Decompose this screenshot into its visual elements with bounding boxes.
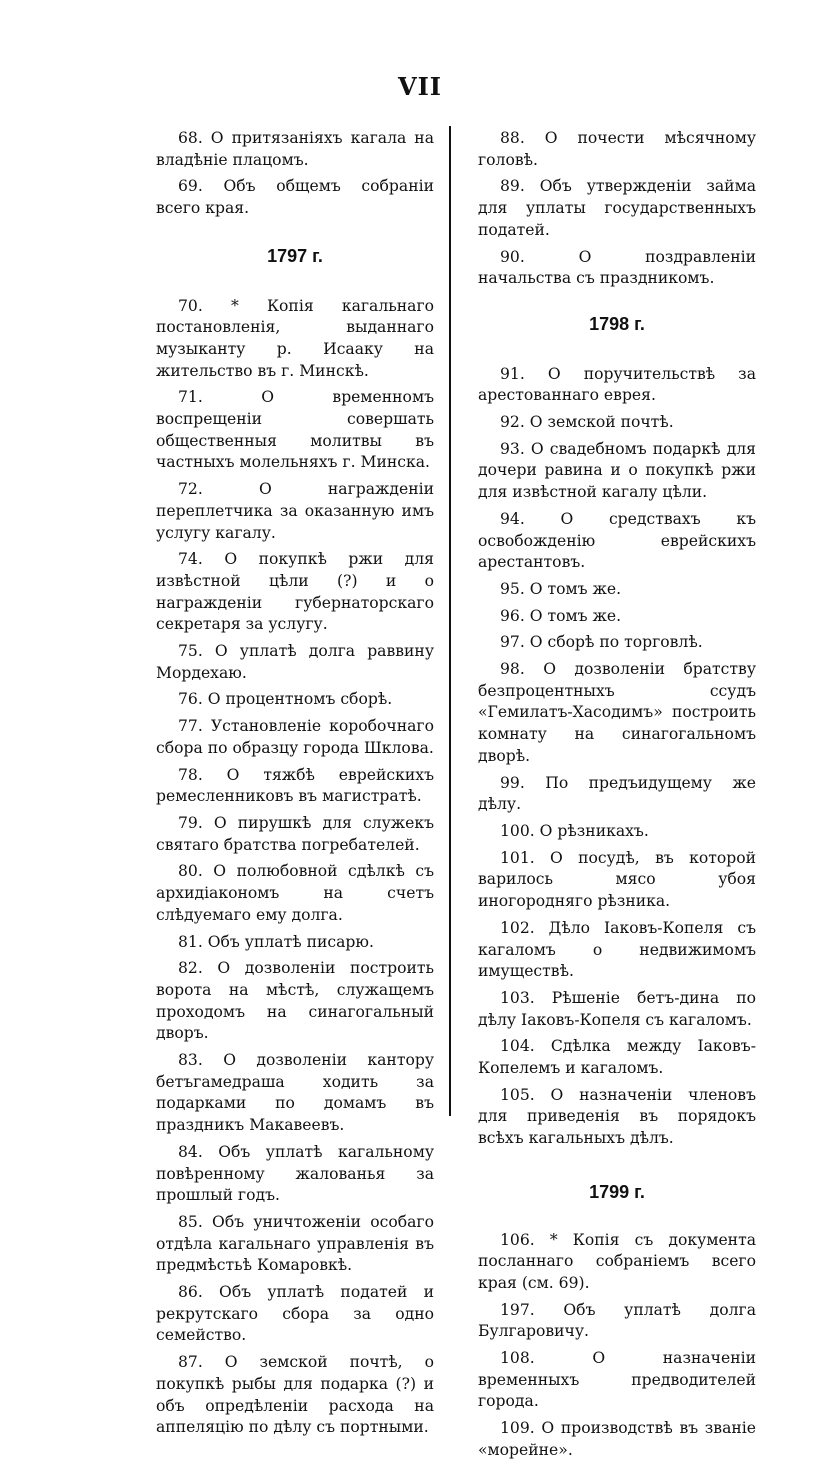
toc-entry: 82. О дозволеніи построить ворота на мѣстѣ, служащемъ проходомъ на синагогальный дворъ. — [156, 959, 434, 1043]
toc-entry: 71. О временномъ воспрещеніи совершать общественныя молитвы въ частныхъ молельняхъ г. Минска. — [156, 388, 434, 472]
toc-entry: 91. О поручительствѣ за арестованнаго еврея. — [478, 364, 756, 405]
toc-entry: 79. О пирушкѣ для служекъ святаго братства погребателей. — [156, 813, 434, 854]
toc-entry: 90. О поздравленіи начальства съ праздникомъ. — [478, 247, 756, 288]
toc-entry: 75. О уплатѣ долга раввину Мордехаю. — [156, 642, 434, 682]
entry-list — [156, 296, 434, 1439]
toc-entry: 77. Установленіе коробочнаго сбора по образцу города Шклова. — [156, 717, 434, 757]
toc-entry: 100. О рѣзникахъ. — [500, 821, 649, 840]
toc-entry: 97. О сборѣ по торговлѣ. — [500, 633, 703, 652]
toc-entry: 80. О полюбовной сдѣлкѣ съ архидіакономъ на счетъ слѣдуемаго ему долга. — [156, 862, 434, 924]
toc-entry: 68. О притязаніяхъ кагала на владѣніе плацомъ. — [156, 129, 434, 169]
toc-entry: 95. О томъ же. — [500, 579, 622, 598]
toc-entry: 74. О покупкѣ ржи для извѣстной цѣли (?) и о награжденіи губернаторскаго секретаря за услугу. — [156, 550, 434, 634]
toc-entry: 106. * Копія съ документа посланнаго собраніемъ всего края (см. 69). — [478, 1230, 756, 1292]
year-heading-1797: 1797 г. — [267, 245, 323, 266]
left-column — [156, 128, 434, 1444]
toc-entry: 103. Рѣшеніе бетъ-дина по дѣлу Іаковъ-Копеля съ кагаломъ. — [478, 988, 756, 1029]
toc-entry: 84. Объ уплатѣ кагальному повѣренному жалованья за прошлый годъ. — [156, 1142, 434, 1205]
entry-list — [478, 1230, 756, 1462]
toc-entry: 93. О свадебномъ подаркѣ для дочери равина и о покупкѣ ржи для извѣстной кагалу цѣли. — [478, 439, 756, 502]
toc-entry: 99. По предъидущему же дѣлу. — [478, 773, 756, 814]
toc-entry: 105. О назначеніи членовъ для приведенія въ порядокъ всѣхъ кагальныхъ дѣлъ. — [478, 1085, 756, 1148]
toc-entry: 78. О тяжбѣ еврейскихъ ремесленниковъ въ магистратѣ. — [156, 765, 434, 806]
toc-entry: 83. О дозволеніи кантору бетъгамедраша ходить за подарками по домамъ въ праздникъ Макавеевъ. — [156, 1051, 434, 1135]
year-heading-1798: 1798 г. — [589, 313, 645, 334]
toc-entry: 108. О назначеніи временныхъ предводителей города. — [478, 1349, 756, 1411]
page-number: VII — [397, 72, 443, 101]
toc-entry: 81. Объ уплатѣ писарю. — [178, 932, 374, 951]
toc-entry: 72. О награжденіи переплетчика за оказанную имъ услугу кагалу. — [156, 480, 434, 542]
toc-entry: 85. Объ уничтоженіи особаго отдѣла кагальнаго управленія въ предмѣстьѣ Комаровкѣ. — [156, 1212, 434, 1275]
toc-entry: 76. О процентномъ сборѣ. — [178, 690, 393, 709]
entry-list — [478, 128, 756, 290]
year-heading-1799: 1799 г. — [589, 1181, 645, 1202]
toc-entry: 109. О производствѣ въ званіе «морейне». — [478, 1419, 756, 1459]
toc-entry: 98. О дозволеніи братству безпроцентныхъ ссудъ «Гемилатъ-Хасодимъ» построить комнату на синагогальномъ дворѣ. — [478, 660, 756, 765]
toc-entry: 92. О земской почтѣ. — [500, 413, 674, 432]
toc-entry: 104. Сдѣлка между Іаковъ-Копелемъ и кагаломъ. — [478, 1037, 756, 1078]
toc-entry: 102. Дѣло Іаковъ-Копеля съ кагаломъ о недвижимомъ имуществѣ. — [478, 918, 756, 981]
toc-entry: 88. О почести мѣсячному головѣ. — [478, 129, 756, 169]
toc-entry: 87. О земской почтѣ, о покупкѣ рыбы для подарка (?) и объ опредѣленіи расхода на аппеляцію по дѣлу съ портными. — [156, 1353, 434, 1437]
entry-list — [478, 364, 756, 1150]
toc-entry: 101. О посудѣ, въ которой варилось мясо убоя иногородняго рѣзника. — [478, 848, 756, 911]
toc-entry: 96. О томъ же. — [500, 606, 622, 625]
toc-entry: 197. Объ уплатѣ долга Булгаровичу. — [478, 1300, 756, 1341]
toc-entry: 89. Объ утвержденіи займа для уплаты государственныхъ податей. — [478, 177, 756, 239]
toc-entry: 94. О средствахъ къ освобожденію еврейскихъ арестантовъ. — [478, 509, 756, 572]
toc-entry: 70. * Копія кагальнаго постановленія, выданнаго музыканту р. Исааку на жительство въ г. Минскѣ. — [156, 296, 434, 380]
column-divider — [449, 126, 451, 1116]
toc-entry: 86. Объ уплатѣ податей и рекрутскаго сбора за одно семейство. — [156, 1283, 434, 1345]
right-column — [478, 128, 756, 1467]
toc-entry: 69. Объ общемъ собраніи всего края. — [156, 177, 434, 218]
